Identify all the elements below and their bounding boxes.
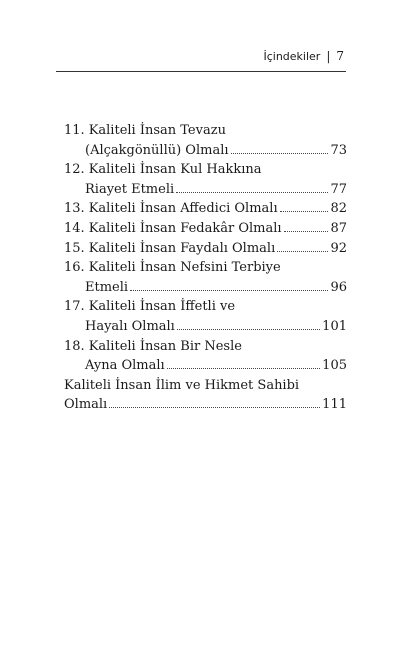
toc-entry-title-cont: Ayna Olmalı bbox=[85, 358, 165, 374]
toc-entry-number: 11. bbox=[64, 123, 85, 138]
toc-entry-page: 82 bbox=[330, 201, 347, 217]
table-of-contents bbox=[64, 121, 347, 415]
toc-line bbox=[64, 219, 347, 239]
toc-entry[interactable] bbox=[64, 219, 347, 239]
dot-leader bbox=[109, 407, 320, 408]
toc-entry-number: 15. bbox=[64, 240, 85, 256]
toc-line bbox=[64, 239, 347, 259]
toc-entry-title: Kaliteli İnsan Nefsini Terbiye bbox=[88, 260, 281, 276]
toc-entry[interactable] bbox=[64, 121, 347, 160]
toc-entry-page: 92 bbox=[330, 240, 347, 256]
toc-entry-number: 14. bbox=[64, 220, 85, 236]
toc-line bbox=[64, 317, 347, 337]
toc-entry-number: 16. bbox=[64, 260, 85, 276]
toc-entry-page: 105 bbox=[322, 358, 347, 374]
toc-entry-page: 87 bbox=[330, 220, 347, 236]
toc-line bbox=[64, 141, 347, 161]
toc-entry[interactable] bbox=[64, 337, 347, 376]
toc-entry-title: Kaliteli İnsan İffetli ve bbox=[88, 299, 236, 315]
dot-leader bbox=[130, 290, 328, 291]
toc-line bbox=[64, 395, 347, 415]
toc-entry-number: 18. bbox=[64, 338, 85, 354]
toc-entry-title: Kaliteli İnsan Tevazu bbox=[88, 123, 226, 138]
toc-line bbox=[64, 199, 347, 219]
toc-entry[interactable] bbox=[64, 297, 347, 336]
toc-entry-page: 73 bbox=[330, 142, 347, 158]
toc-entry-page: 111 bbox=[322, 397, 347, 413]
header-separator: | bbox=[326, 49, 331, 63]
toc-entry[interactable] bbox=[64, 160, 347, 199]
dot-leader bbox=[280, 211, 329, 212]
toc-entry[interactable] bbox=[64, 258, 347, 297]
page-number: 7 bbox=[336, 49, 344, 63]
toc-entry-number: 12. bbox=[64, 162, 85, 178]
toc-entry-title-cont: Riayet Etmeli bbox=[85, 181, 175, 197]
toc-entry-page: 77 bbox=[330, 181, 347, 197]
header-rule bbox=[56, 71, 346, 72]
toc-entry-title: Kaliteli İnsan Affedici Olmalı bbox=[88, 201, 278, 217]
toc-entry[interactable] bbox=[64, 239, 347, 259]
header-title: İçindekiler bbox=[263, 49, 321, 63]
toc-entry-title: Kaliteli İnsan Bir Nesle bbox=[88, 338, 242, 354]
toc-entry[interactable] bbox=[64, 199, 347, 219]
toc-line bbox=[64, 180, 347, 200]
toc-entry[interactable] bbox=[64, 376, 347, 415]
toc-entry-title: Kaliteli İnsan Faydalı Olmalı bbox=[88, 240, 276, 256]
toc-entry-page: 96 bbox=[330, 279, 347, 295]
dot-leader bbox=[167, 368, 321, 369]
dot-leader bbox=[177, 329, 320, 330]
dot-leader bbox=[176, 192, 328, 193]
toc-entry-title: Kaliteli İnsan Kul Hakkına bbox=[88, 162, 262, 178]
toc-entry-number: 13. bbox=[64, 201, 85, 217]
toc-entry-title-cont: (Alçakgönüllü) Olmalı bbox=[85, 142, 229, 158]
toc-line bbox=[64, 121, 347, 141]
toc-line bbox=[64, 258, 347, 278]
toc-line bbox=[64, 297, 347, 317]
toc-entry-title-cont: Olmalı bbox=[64, 397, 108, 413]
toc-entry-title: Kaliteli İnsan İlim ve Hikmet Sahibi bbox=[64, 377, 300, 393]
toc-line bbox=[64, 278, 347, 298]
toc-line bbox=[64, 160, 347, 180]
toc-line bbox=[64, 337, 347, 357]
toc-entry-page: 101 bbox=[322, 318, 347, 334]
toc-entry-title-cont: Etmeli bbox=[85, 279, 129, 295]
dot-leader bbox=[277, 251, 328, 252]
toc-entry-title-cont: Hayalı Olmalı bbox=[85, 318, 175, 334]
toc-line bbox=[64, 356, 347, 376]
toc-entry-title: Kaliteli İnsan Fedakâr Olmalı bbox=[88, 220, 282, 236]
toc-line bbox=[64, 376, 347, 396]
toc-entry-number: 17. bbox=[64, 299, 85, 315]
dot-leader bbox=[284, 231, 329, 232]
running-header bbox=[263, 49, 344, 63]
dot-leader bbox=[231, 153, 329, 154]
